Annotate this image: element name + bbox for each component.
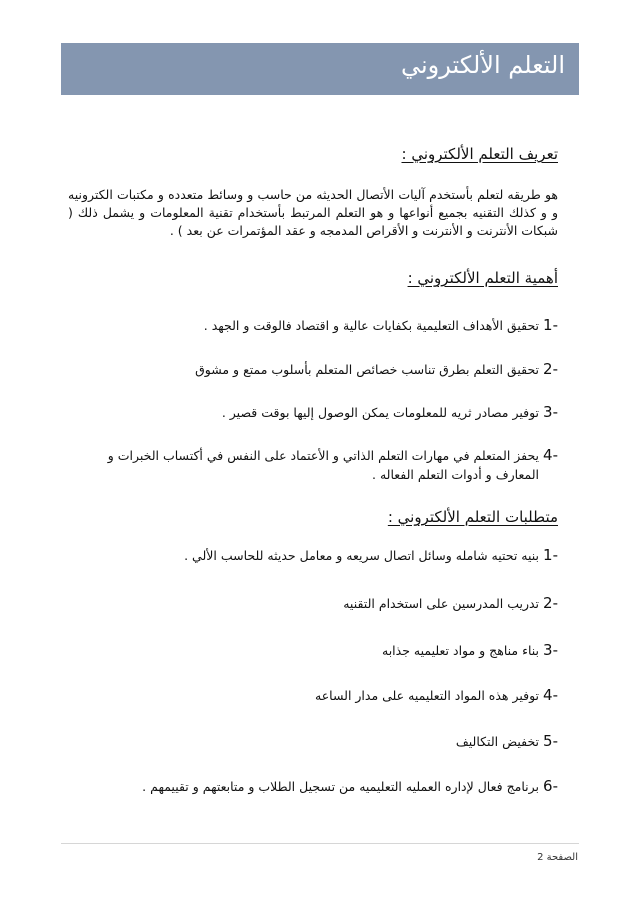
requirements-heading: متطلبات التعلم الألكتروني : [387,508,558,526]
list-item [83,732,558,751]
item-number: 2- [543,594,558,612]
list-item [83,403,558,422]
title-banner [61,43,579,95]
item-text: توفير هذه المواد التعليميه على مدار الساعه [315,688,540,703]
list-item [83,446,558,484]
item-number: 6- [543,777,558,795]
list-item [83,316,558,335]
item-number: 2- [543,360,558,378]
item-number: 3- [543,641,558,659]
item-text: بنيه تحتيه شامله وسائل اتصال سريعه و معامل حديثه للحاسب الألي . [184,548,540,563]
item-text: تخفيض التكاليف [455,734,540,749]
item-text: تحقيق الأهداف التعليمية بكفايات عالية و اقتصاد فالوقت و الجهد . [203,318,540,333]
item-text: تدريب المدرسين على استخدام التقنيه [343,596,540,611]
list-item [83,594,558,613]
page-number: الصفحة 2 [537,852,578,863]
item-text: يحفز المتعلم في مهارات التعلم الذاتي و الأعتماد على النفس في أكتساب الخبرات و المعارف و أدوات التعلم الفعاله . [107,448,540,482]
list-item [83,777,558,796]
item-number: 4- [543,446,558,464]
list-item [83,686,558,705]
item-number: 1- [543,546,558,564]
list-item [83,641,558,660]
importance-heading: أهمية التعلم الألكتروني : [407,269,558,287]
item-number: 3- [543,403,558,421]
footer-divider [61,843,579,844]
definition-heading: تعريف التعلم الألكتروني : [401,145,558,163]
definition-paragraph: هو طريقه لتعلم بأستخدم آليات الأتصال الحديثه من حاسب و وسائط متعدده و مكتبات الكترونيه و و كذلك التقنيه بجميع أنواعها و هو التعلم المرتبط بأستخدام تقنية المعلومات و يشمل ذلك ( شبكات الأنترنت و الأنترنت و الأقراص المدمجه و عقد المؤتمرات عن بعد ) . [68,187,558,238]
item-text: بناء مناهج و مواد تعليميه جذابه [382,643,540,658]
item-number: 1- [543,316,558,334]
list-item [83,360,558,379]
item-text: برنامج فعال لإداره العمليه التعليميه من تسجيل الطلاب و متابعتهم و تقييمهم . [142,779,540,794]
item-text: توفير مصادر ثريه للمعلومات يمكن الوصول إليها بوقت قصير . [221,405,540,420]
page-title: التعلم الألكتروني [400,51,565,79]
item-text: تحقيق التعلم بطرق تناسب خصائص المتعلم بأسلوب ممتع و مشوق [195,362,540,377]
list-item [83,546,558,565]
item-number: 4- [543,686,558,704]
item-number: 5- [543,732,558,750]
